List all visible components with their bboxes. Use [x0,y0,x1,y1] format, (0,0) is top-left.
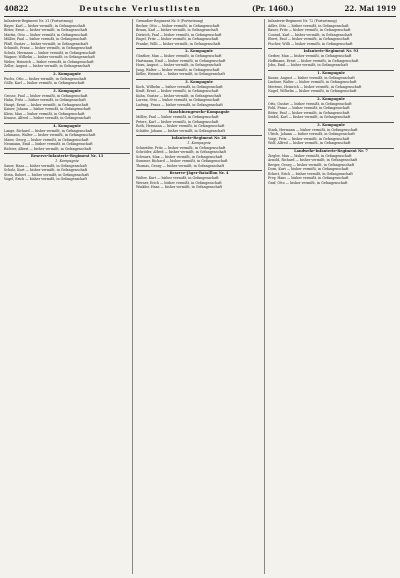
list-entry: Sauer, Hans — bisher vermißt, in Gefangenschaft [4,163,87,168]
list-entry: Infanterie-Regiment Nr. 31 (Fortsetzung) [4,19,73,23]
list-entry: Ebert, Paul — bisher vermißt, in Gefangenschaft [268,37,350,41]
page-number: 40822 [4,4,29,13]
issue-number: (Pr. 1460.) [251,4,294,13]
page-header [4,4,396,17]
list-entry: Kuhn, Gustav — bisher vermißt, in Gefangenschaft [136,93,222,98]
list-entry: Müller, Paul — bisher vermißt, in Gefangenschaft [4,37,87,41]
section-heading: Infanterie-Regiment Nr. 26 [136,135,262,141]
list-entry: Dorn, Kurt — bisher vermißt, in Gefangenschaft [268,167,349,171]
list-entry: Grosse, Paul — bisher vermißt, in Gefangenschaft [4,93,88,98]
list-entry: Ziegler, Max — bisher vermißt, in Gefangenschaft [268,153,352,158]
section-heading: Landwehr-Infanterie-Regiment Nr. 7 [268,148,394,154]
list-entry: Roth, Hermann — bisher vermißt, in Gefangenschaft [136,124,225,128]
list-entry: Winkler, Hans — bisher vermißt, in Gefangenschaft [136,185,223,190]
list-entry: Lehmann, Walter — bisher vermißt, in Gefangenschaft [4,133,96,137]
list-entry: Krause, Alfred — bisher vermißt, in Gefangenschaft [4,116,91,120]
list-entry: Schwarz, Max — bisher vermißt, in Gefangenschaft [136,154,223,159]
list-entry: Keller, Heinrich — bisher vermißt, in Gefangenschaft [136,72,225,76]
list-entry: Schäfer, Johann — bisher vermißt, in Gefangenschaft [136,128,225,133]
list-entry: Gölle, Karl — bisher vermißt, in Gefangenschaft [4,81,85,85]
list-entry: Schulz, Hermann — bisher vermißt, in Gefangenschaft [4,50,96,55]
list-entry: Weber, Heinrich — bisher vermißt, in Gefangenschaft [4,59,94,64]
list-entry: Hoffmann, Ernst — bisher vermißt, in Gefangenschaft [268,58,359,63]
list-entry: Vogel, Erich — bisher vermißt, in Gefangenschaft [4,177,87,182]
list-entry: Maier, Georg — bisher vermißt, in Gefangenschaft [4,137,89,142]
list-entry: Kraft, Ernst — bisher vermißt, in Gefangenschaft [136,89,219,93]
list-entry: John, Emil — bisher vermißt, in Gefangenschaft [268,63,348,67]
list-entry: Infanterie-Regiment Nr. 72 (Fortsetzung) [268,19,337,23]
list-entry: Ludwig, Franz — bisher vermißt, in Gefangenschaft [136,102,223,107]
list-entry: Otto, Gustav — bisher vermißt, in Gefangenschaft [268,101,352,106]
list-entry: Werner, Erich — bisher vermißt, in Gefangenschaft [136,180,222,185]
list-entry: Hahn, Fritz — bisher vermißt, in Gefangenschaft [4,98,86,102]
list-entry: Pohl, Franz — bisher vermißt, in Gefangenschaft [268,106,350,110]
list-entry: Mertens, Heinrich — bisher vermißt, in Gefangenschaft [268,84,362,89]
list-entry: Fischer, Willi — bisher vermißt, in Gefangenschaft [268,41,353,46]
list-entry: Haupt, Ernst — bisher vermißt, in Gefangenschaft [4,102,89,107]
list-entry: Nagel, Wilhelm — bisher vermißt, in Gefangenschaft [268,89,357,93]
list-entry: Jung, Walter — bisher vermißt, in Gefangenschaft [136,67,220,72]
list-entry: Graf, Otto — bisher vermißt, in Gefangenschaft [268,180,348,185]
list-entry: Möller, Paul — bisher vermißt, in Gefangenschaft [136,115,219,119]
list-entry: Gerber, Max — bisher vermißt, in Gefangenschaft [268,54,352,58]
section-heading: 2. Kompagnie [136,48,262,54]
column-2 [136,19,265,574]
list-entry: Martin, Otto — bisher vermißt, in Gefangenschaft [4,32,88,37]
section-heading: 3. Kompagnie [4,88,130,94]
list-entry: Neumann, Emil — bisher vermißt, in Gefangenschaft [4,142,93,146]
list-entry: Horn, August — bisher vermißt, in Gefangenschaft [136,63,222,67]
list-entry: Peters, Karl — bisher vermißt, in Gefangenschaft [136,119,219,124]
list-entry: Grenadier-Regiment Nr. 8 (Fortsetzung) [136,19,204,23]
column-3 [268,19,396,574]
page-title: Deutsche Verlustlisten [79,4,202,13]
text-columns [4,19,396,574]
list-entry: Sommer, Richard — bisher vermißt, in Gefangenschaft [136,159,228,164]
issue-date: 22. Mai 1919 [344,4,396,13]
list-entry: Frey, Hans — bisher vermißt, in Gefangenschaft [268,176,349,180]
list-entry: Voigt, Fritz — bisher vermißt, in Gefangenschaft [268,136,350,141]
list-entry: Berger, Georg — bisher vermißt, in Gefangenschaft [268,162,355,167]
list-entry: Lange, Richard — bisher vermißt, in Gefangenschaft [4,128,93,133]
list-entry: Thomas, Georg — bisher vermißt, in Gefangenschaft [136,163,225,168]
section-heading: Infanterie-Regiment Nr. 93 [268,48,394,54]
list-entry: Pfaff, Gustav — bisher vermißt, in Gefangenschaft [4,41,88,46]
section-heading: Reserve-Jäger-Bataillon Nr. 4 [136,170,262,176]
list-entry: Scholz, Kurt — bisher vermißt, in Gefangenschaft [4,168,88,173]
list-entry: Zeller, August — bisher vermißt, in Gefangenschaft [4,64,90,68]
section-heading: 3. Kompagnie [136,79,262,85]
list-entry: Schmidt, Franz — bisher vermißt, in Gefangenschaft [4,46,93,50]
list-entry: Arnold, Richard — bisher vermißt, in Gefangenschaft [268,158,358,162]
list-entry: Engel, Fritz — bisher vermißt, in Gefangenschaft [136,37,219,41]
list-entry: Adler, Otto — bisher vermißt, in Gefangenschaft [268,23,349,28]
section-heading: Maschinengewehr-Kompagnie [136,109,262,115]
list-entry: Bauer, Fritz — bisher vermißt, in Gefangenschaft [268,28,351,32]
list-entry: Franke, Willi — bisher vermißt, in Gefangenschaft [136,41,221,46]
list-entry: Stark, Hermann — bisher vermißt, in Gefangenschaft [268,127,358,132]
list-entry: Braun, Karl — bisher vermißt, in Gefangenschaft [136,28,218,32]
list-entry: Seidel, Karl — bisher vermißt, in Gefangenschaft [268,115,351,119]
list-entry: Richter, Albert — bisher vermißt, in Gefangenschaft [4,146,92,151]
list-entry: Schröder, Alfred — bisher vermißt, in Gefangenschaft [136,150,227,155]
list-entry: Bitter, Ernst — bisher vermißt, in Gefangenschaft [4,28,88,32]
section-heading: 1. Kompagnie [268,70,394,76]
section-heading: 1. Kompagnie [55,159,79,163]
list-entry: Becker, Otto — bisher vermißt, in Gefangenschaft [136,23,220,28]
list-entry: Bayer, Karl — bisher vermißt, in Gefangenschaft [4,23,86,28]
list-entry: Walter, Kurt — bisher vermißt, in Gefangenschaft [136,176,219,181]
list-entry: Koch, Wilhelm — bisher vermißt, in Gefangenschaft [136,84,223,89]
list-entry: Wolf, Alfred — bisher vermißt, in Gefangenschaft [268,141,351,145]
list-entry: Schneider, Fritz — bisher vermißt, in Gefangenschaft [136,145,226,150]
section-heading: 2. Kompagnie [4,71,130,77]
section-heading: 4. Kompagnie [4,123,130,129]
section-heading: Reserve-Infanterie-Regiment Nr. 13 [4,153,130,159]
list-entry: Fuchs, Otto — bisher vermißt, in Gefangenschaft [4,76,87,81]
list-entry: Eckert, Erich — bisher vermißt, in Gefangenschaft [268,171,353,176]
list-entry: Lorenz, Otto — bisher vermißt, in Gefangenschaft [136,98,220,102]
section-heading: 1. Kompagnie [187,141,211,145]
column-1 [4,19,133,574]
list-entry: Günther, Max — bisher vermißt, in Gefangenschaft [136,54,222,58]
list-entry: Lindner, Walter — bisher vermißt, in Gefangenschaft [268,80,357,84]
list-entry: Conrad, Karl — bisher vermißt, in Gefangenschaft [268,32,353,37]
section-heading: 3. Kompagnie [268,122,394,128]
list-entry: Kaiser, Johann — bisher vermißt, in Gefangenschaft [4,107,91,111]
list-entry: Klein, Max — bisher vermißt, in Gefangenschaft [4,111,85,116]
list-entry: Hartmann, Emil — bisher vermißt, in Gefangenschaft [136,58,226,63]
list-entry: Dietrich, Paul — bisher vermißt, in Gefangenschaft [136,32,222,37]
list-entry: Ulrich, Johann — bisher vermißt, in Gefangenschaft [268,132,355,136]
list-entry: Ritter, Paul — bisher vermißt, in Gefangenschaft [268,110,350,115]
section-heading: 2. Kompagnie [268,96,394,102]
list-entry: Kunze, August — bisher vermißt, in Gefangenschaft [268,75,355,80]
list-entry: Stein, Robert — bisher vermißt, in Gefangenschaft [4,172,89,177]
list-entry: Wagner, Wilhelm — bisher vermißt, in Gefangenschaft [4,55,95,59]
